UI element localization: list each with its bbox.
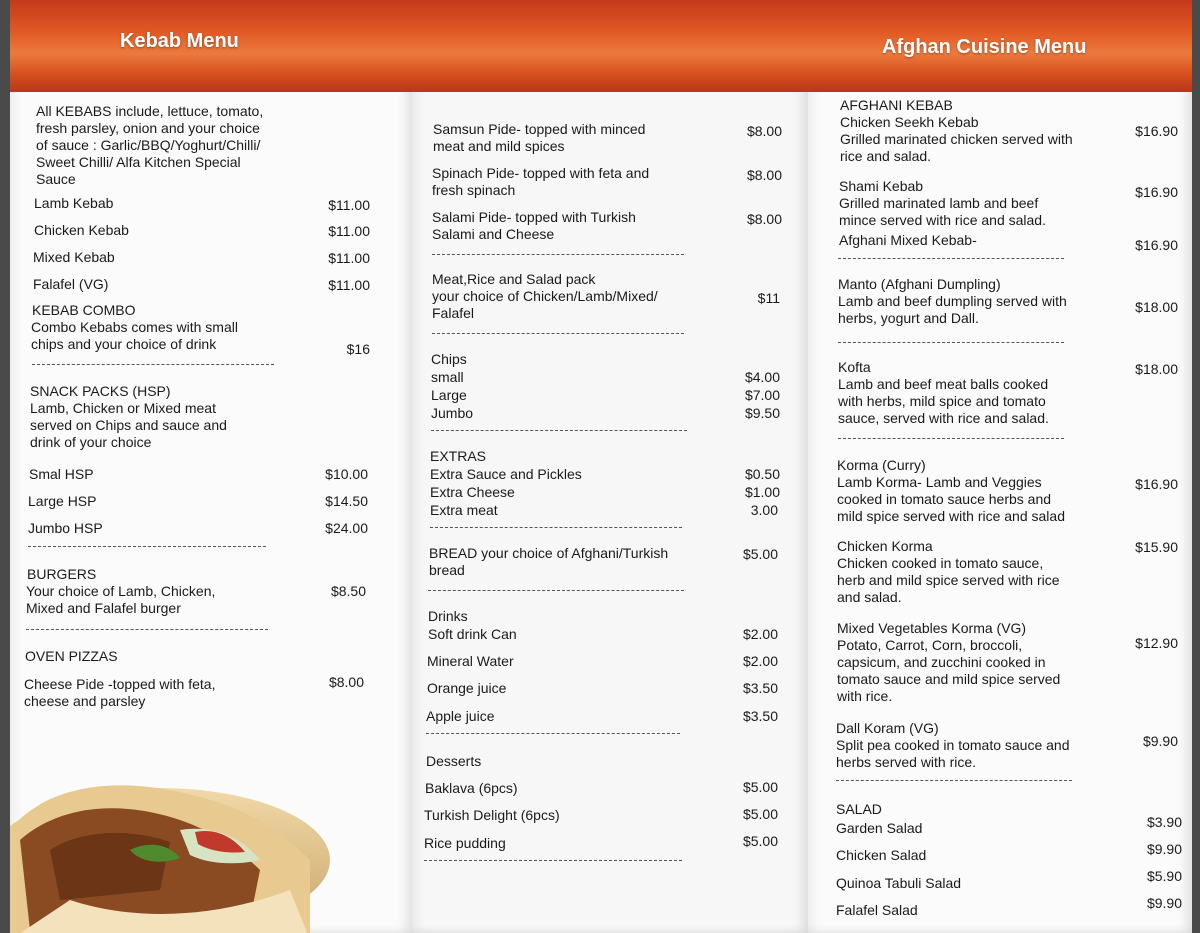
burgers-heading: BURGERS: [27, 566, 97, 582]
dall-korma-desc: Dall Koram (VG) Split pea cooked in tomato sauce and herbs served with rice.: [836, 720, 1070, 770]
kebab-menu-panel: [10, 0, 412, 933]
afghani-mixed-kebab-price: $16.90: [1135, 237, 1178, 253]
pide-desc: Spinach Pide- topped with feta and fresh spinach: [432, 165, 650, 198]
chips-item-name: Large: [431, 387, 467, 403]
divider: [838, 258, 1064, 259]
divider: [26, 629, 268, 630]
chips-item-price: $9.50: [744, 405, 780, 421]
salad-item-name: Garden Salad: [836, 820, 923, 836]
salad-item-price: $9.90: [1146, 895, 1182, 911]
salad-item-price: $3.90: [1146, 814, 1182, 830]
extras-item-name: Extra Cheese: [430, 484, 515, 500]
divider: [32, 364, 274, 365]
snack-item-name: Jumbo HSP: [28, 520, 103, 536]
kebab-combo-heading: KEBAB COMBO: [32, 302, 136, 318]
salad-item-name: Chicken Salad: [836, 847, 927, 863]
kebab-intro: All KEBABS include, lettuce, tomato, fresh parsley, onion and your choice of sauce : Garlic/BBQ/Yoghurt/Chilli/ Sweet Chilli/ Alfa Kitchen Special Sauce: [36, 103, 264, 187]
snack-item-price: $14.50: [325, 493, 368, 509]
extras-item-name: Extra Sauce and Pickles: [430, 466, 582, 482]
snack-item-name: Large HSP: [28, 493, 97, 509]
chips-item-price: $4.00: [744, 369, 780, 385]
extras-item-price: $1.00: [744, 484, 780, 500]
meat-rice-pack-price: $11: [757, 290, 780, 306]
kebab-menu-title: Kebab Menu: [120, 30, 239, 52]
kebab-item-name: Lamb Kebab: [34, 195, 114, 211]
divider: [428, 590, 684, 591]
desserts-item-name: Rice pudding: [424, 835, 506, 851]
drinks-heading: Drinks: [428, 608, 468, 624]
pide-price: $8.00: [746, 123, 782, 139]
salad-item-price: $5.90: [1146, 868, 1182, 884]
middle-menu-panel: [412, 0, 808, 933]
chips-item-name: Jumbo: [431, 405, 474, 421]
oven-pizzas-heading: OVEN PIZZAS: [25, 648, 118, 664]
kofta-price: $18.00: [1135, 361, 1178, 377]
snack-item-price: $10.00: [325, 466, 368, 482]
divider: [424, 860, 682, 861]
kebab-item-price: $11.00: [328, 250, 370, 266]
chips-item-price: $7.00: [744, 387, 780, 403]
burgers-desc: Your choice of Lamb, Chicken, Mixed and Falafel burger: [26, 583, 216, 616]
bread-price: $5.00: [742, 546, 778, 562]
drinks-item-name: Apple juice: [426, 708, 495, 724]
drinks-item-price: $3.50: [742, 708, 778, 724]
bread-desc: BREAD your choice of Afghani/Turkish bread: [429, 545, 669, 578]
divider: [838, 438, 1064, 439]
drinks-item-price: $2.00: [742, 626, 778, 642]
desserts-heading: Desserts: [426, 753, 482, 769]
chicken-korma-price: $15.90: [1135, 539, 1178, 555]
lamb-korma-price: $16.90: [1135, 476, 1178, 492]
manto-price: $18.00: [1135, 299, 1178, 315]
extras-item-price: $0.50: [744, 466, 780, 482]
kebab-item-name: Chicken Kebab: [34, 222, 129, 238]
extras-heading: EXTRAS: [430, 448, 487, 464]
kebab-item-name: Falafel (VG): [33, 276, 109, 292]
kebab-combo-price: $16: [346, 341, 370, 357]
shami-kebab-price: $16.90: [1135, 184, 1178, 200]
veg-korma-desc: Mixed Vegetables Korma (VG) Potato, Carrot, Corn, broccoli, capsicum, and zucchini cooked in tomato sauce and mild spice served with rice.: [837, 620, 1061, 704]
salad-item-name: Falafel Salad: [836, 902, 918, 918]
veg-korma-price: $12.90: [1135, 635, 1178, 651]
salad-item-price: $9.90: [1146, 841, 1182, 857]
snack-packs-desc: Lamb, Chicken or Mixed meat served on Chips and sauce and drink of your choice: [30, 400, 227, 450]
lamb-korma-desc: Korma (Curry) Lamb Korma- Lamb and Veggies cooked in tomato sauce herbs and mild spice served with rice and salad: [837, 457, 1065, 524]
pide-price: $8.00: [746, 167, 782, 183]
afghan-menu-title: Afghan Cuisine Menu: [882, 36, 1087, 58]
kebab-item-name: Mixed Kebab: [33, 249, 115, 265]
divider: [426, 733, 680, 734]
kebab-combo-desc: Combo Kebabs comes with small chips and your choice of drink: [31, 319, 238, 352]
desserts-item-name: Baklava (6pcs): [425, 780, 518, 796]
chicken-korma-desc: Chicken Korma Chicken cooked in tomato sauce, herb and mild spice served with rice and salad.: [837, 538, 1060, 605]
desserts-item-price: $5.00: [742, 806, 778, 822]
seekh-kebab-desc: Chicken Seekh Kebab Grilled marinated chicken served with rice and salad.: [840, 114, 1073, 164]
kebab-item-price: $11.00: [328, 277, 370, 293]
snack-item-name: Smal HSP: [29, 466, 94, 482]
extras-item-name: Extra meat: [430, 502, 498, 518]
pide-desc: Samsun Pide- topped with minced meat and mild spices: [433, 121, 646, 154]
seekh-kebab-price: $16.90: [1135, 123, 1178, 139]
divider: [432, 254, 684, 255]
desserts-item-price: $5.00: [742, 779, 778, 795]
kebab-food-image: [10, 770, 340, 933]
chips-heading: Chips: [431, 351, 467, 367]
oven-pizzas-price: $8.00: [328, 674, 364, 690]
divider: [838, 342, 1064, 343]
kofta-desc: Kofta Lamb and beef meat balls cooked with herbs, mild spice and tomato sauce, served with rice and salad.: [838, 359, 1049, 426]
drinks-item-name: Soft drink Can: [428, 626, 517, 642]
divider: [430, 527, 682, 528]
shami-kebab-desc: Shami Kebab Grilled marinated lamb and beef mince served with rice and salad.: [839, 178, 1046, 228]
kebab-item-price: $11.00: [328, 223, 370, 239]
chips-item-name: small: [431, 369, 464, 385]
divider: [431, 430, 687, 431]
afghani-mixed-kebab: Afghani Mixed Kebab-: [839, 232, 977, 248]
burgers-price: $8.50: [330, 583, 366, 599]
salad-item-name: Quinoa Tabuli Salad: [836, 875, 962, 891]
pide-desc: Salami Pide- topped with Turkish Salami and Cheese: [432, 209, 636, 242]
oven-pizzas-desc: Cheese Pide -topped with feta, cheese and parsley: [24, 676, 216, 709]
middle-banner: [412, 0, 808, 92]
desserts-item-price: $5.00: [742, 833, 778, 849]
dall-korma-price: $9.90: [1142, 733, 1178, 749]
meat-rice-pack-desc: Meat,Rice and Salad pack your choice of Chicken/Lamb/Mixed/ Falafel: [432, 271, 658, 321]
drinks-item-name: Orange juice: [427, 680, 507, 696]
drinks-item-price: $3.50: [742, 680, 778, 696]
manto-desc: Manto (Afghani Dumpling) Lamb and beef dumpling served with herbs, yogurt and Dall.: [838, 276, 1067, 326]
desserts-item-name: Turkish Delight (6pcs): [424, 807, 560, 823]
kebab-item-price: $11.00: [328, 197, 370, 213]
snack-item-price: $24.00: [325, 520, 368, 536]
salad-heading: SALAD: [836, 801, 882, 817]
afghani-kebab-heading: AFGHANI KEBAB: [840, 97, 953, 113]
afghan-menu-panel: [808, 0, 1192, 933]
pide-price: $8.00: [746, 211, 782, 227]
drinks-item-price: $2.00: [742, 653, 778, 669]
snack-packs-heading: SNACK PACKS (HSP): [30, 383, 171, 399]
divider: [432, 333, 684, 334]
divider: [28, 546, 266, 547]
divider: [836, 780, 1072, 781]
drinks-item-name: Mineral Water: [427, 653, 514, 669]
extras-item-price: 3.00: [750, 502, 778, 518]
